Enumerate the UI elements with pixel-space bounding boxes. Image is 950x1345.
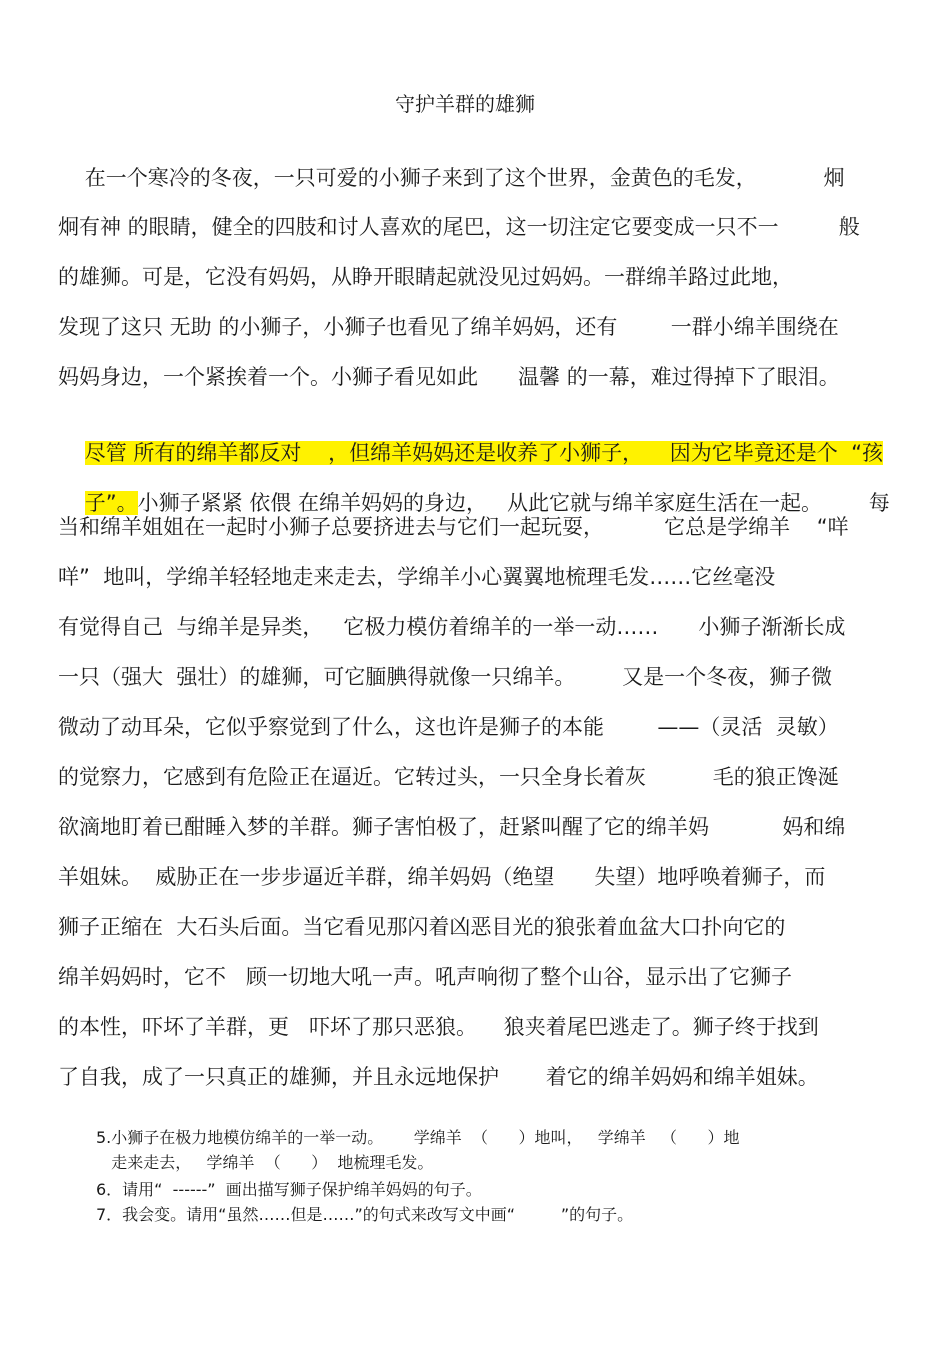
question-5: 5.小狮子在极力地模仿绵羊的一举一动。 学绵羊 （ ）地叫， 学绵羊 （ ）地 (96, 1128, 740, 1147)
passage-line: 欲滴地盯着已酣睡入梦的羊群。狮子害怕极了，赶紧叫醒了它的绵羊妈 妈和绵 (58, 815, 846, 839)
passage-line: 了自我，成了一只真正的雄狮，并且永远地保护 着它的绵羊妈妈和绵羊姐妹。 (58, 1065, 819, 1089)
highlighted-sentence: 尽管 所有的绵羊都反对 ，但绵羊妈妈还是收养了小狮子， 因为它毕竟还是个 “孩 (84, 441, 884, 465)
question-5-continued: 走来走去， 学绵羊 （ ） 地梳理毛发。 (96, 1153, 434, 1172)
passage-line: 在一个寒冷的冬夜，一只可爱的小狮子来到了这个世界，金黄色的毛发， 炯 (58, 166, 845, 190)
passage-line: 炯有神 的眼睛，健全的四肢和讨人喜欢的尾巴，这一切注定它要变成一只不一 般 (58, 215, 860, 239)
question-7: 7．我会变。请用“虽然……但是……”的句式来改写文中画“ ”的句子。 (96, 1205, 634, 1224)
passage-line: 当和绵羊姐姐在一起时小狮子总要挤进去与它们一起玩耍， 它总是学绵羊 “咩 (58, 515, 849, 539)
passage-line: 有觉得自己 与绵羊是异类， 它极力模仿着绵羊的一举一动…… 小狮子渐渐长成 (58, 615, 846, 639)
passage-line: 发现了这只 无助 的小狮子，小狮子也看见了绵羊妈妈，还有 一群小绵羊围绕在 (58, 315, 839, 339)
passage-line: 的本性，吓坏了羊群，更 吓坏了那只恶狼。 狼夹着尾巴逃走了。狮子终于找到 (58, 1015, 819, 1039)
passage-line: 微动了动耳朵，它似乎察觉到了什么，这也许是狮子的本能 ——（灵活 灵敏） (58, 715, 839, 739)
question-6: 6．请用“ ------” 画出描写狮子保护绵羊妈妈的句子。 (96, 1180, 482, 1199)
passage-line: 的雄狮。可是，它没有妈妈，从睁开眼睛起就没见过妈妈。一群绵羊路过此地， (58, 265, 793, 289)
page-title: 守护羊群的雄狮 (395, 92, 535, 116)
passage-line: 一只（强大 强壮）的雄狮，可它腼腆得就像一只绵羊。 又是一个冬夜，狮子微 (58, 665, 833, 689)
passage-line: 的觉察力，它感到有危险正在逼近。它转过头，一只全身长着灰 毛的狼正馋涎 (58, 765, 839, 789)
passage-line: 咩” 地叫，学绵羊轻轻地走来走去，学绵羊小心翼翼地梳理毛发……它丝毫没 (58, 565, 776, 589)
passage-line: 羊姐妹。 威胁正在一步步逼近羊群，绵羊妈妈（绝望 失望）地呼唤着狮子，而 (58, 865, 826, 889)
passage-line: 绵羊妈妈时，它不 顾一切地大吼一声。吼声响彻了整个山谷，显示出了它狮子 (58, 965, 793, 989)
passage-line: 妈妈身边，一个紧挨着一个。小狮子看见如此 温馨 的一幕，难过得掉下了眼泪。 (58, 365, 840, 389)
highlighted-sentence-end: 子”。 (84, 491, 138, 515)
passage-text: 小狮子紧紧 依偎 在绵羊妈妈的身边， 从此它就与绵羊家庭生活在一起。 每 (137, 491, 890, 515)
passage-line: 狮子正缩在 大石头后面。当它看见那闪着凶恶目光的狼张着血盆大口扑向它的 (58, 915, 786, 939)
